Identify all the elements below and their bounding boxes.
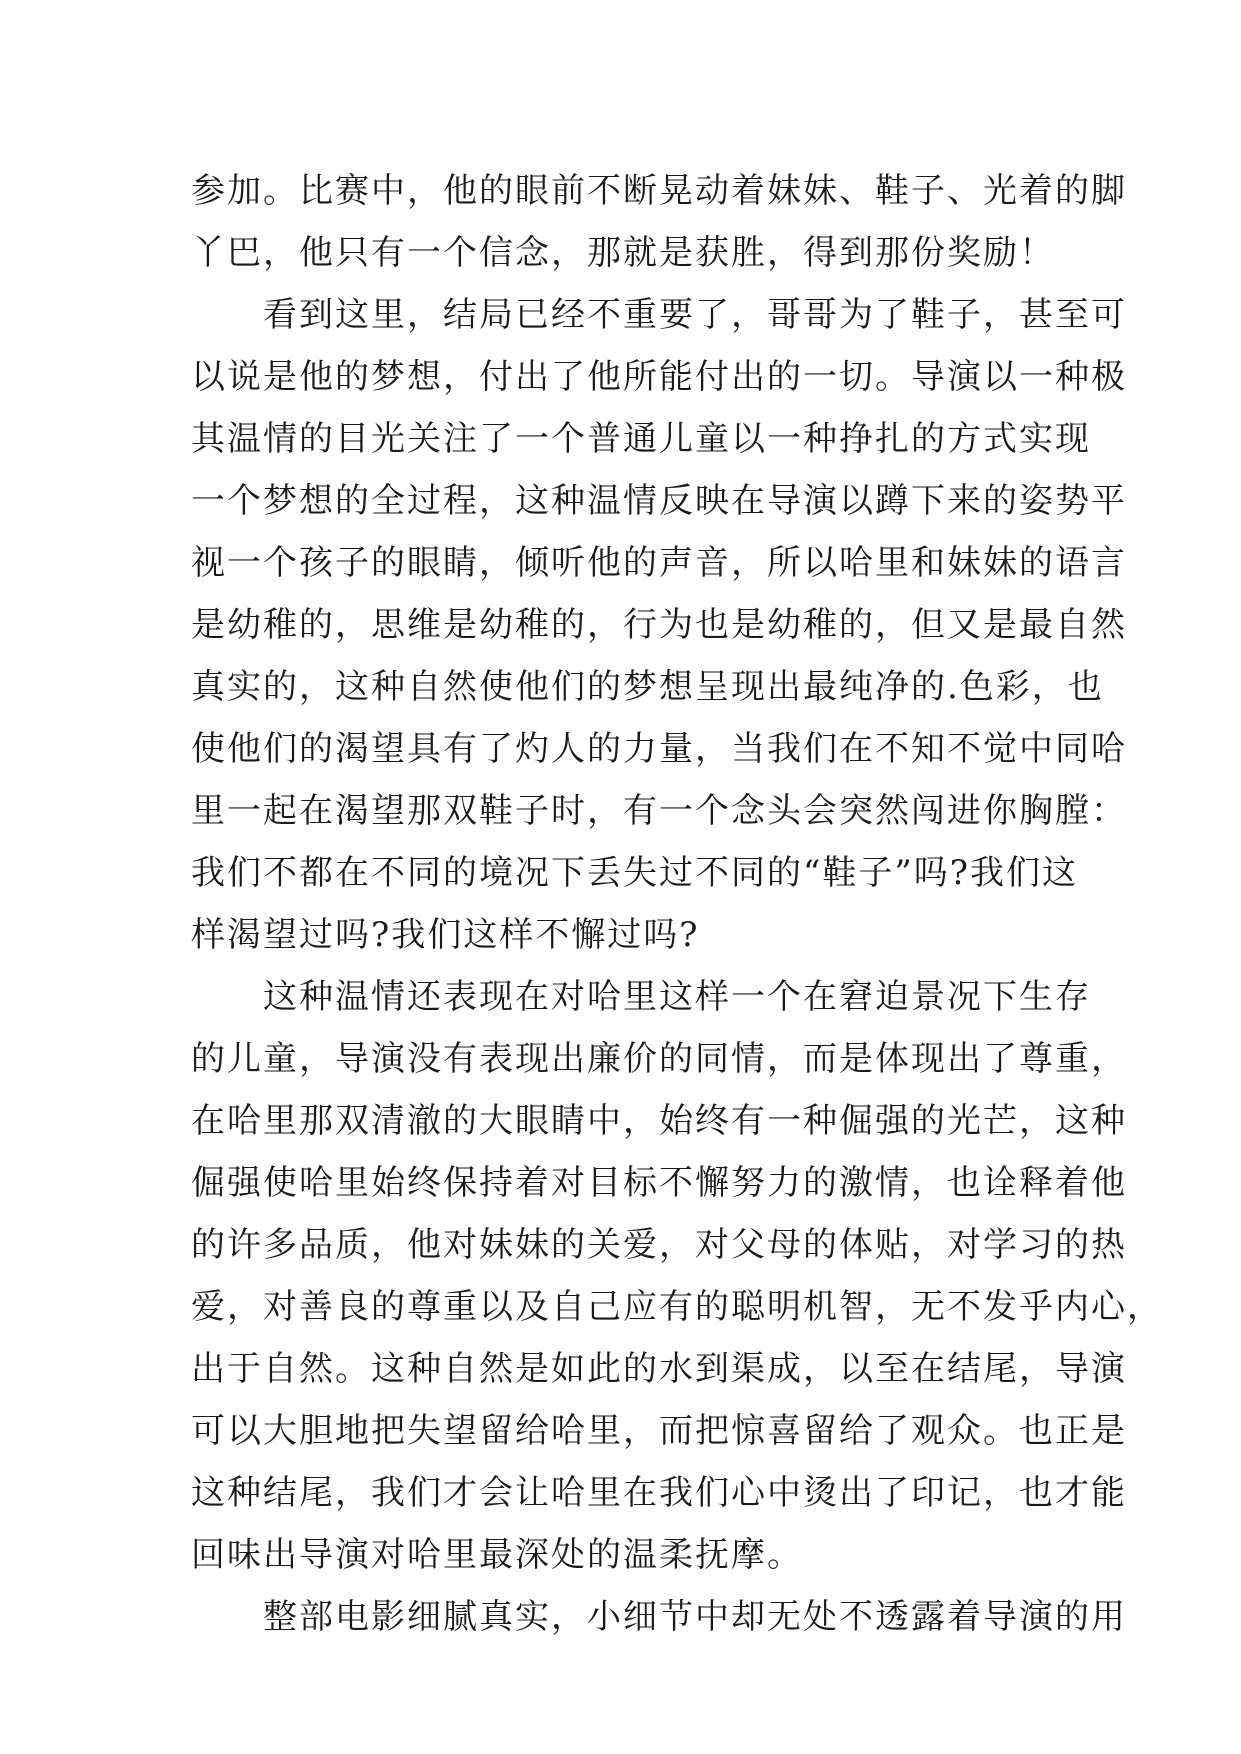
text-line: 视一个孩子的眼睛，倾听他的声音，所以哈里和妹妹的语言 bbox=[191, 543, 1127, 583]
text-line: 整部电影细腻真实，小细节中却无处不透露着导演的用 bbox=[191, 1597, 1127, 1637]
text-line: 使他们的渴望具有了灼人的力量，当我们在不知不觉中同哈 bbox=[191, 729, 1127, 769]
text-line: 这种结尾，我们才会让哈里在我们心中烫出了印记，也才能 bbox=[191, 1473, 1127, 1513]
article-body bbox=[191, 160, 1163, 1648]
text-line: 倔强使哈里始终保持着对目标不懈努力的激情，也诠释着他 bbox=[191, 1163, 1127, 1203]
text-line: 看到这里，结局已经不重要了，哥哥为了鞋子，甚至可 bbox=[191, 295, 1127, 335]
text-line: 其温情的目光关注了一个普通儿童以一种挣扎的方式实现 bbox=[191, 419, 1091, 459]
text-line: 样渴望过吗?我们这样不懈过吗? bbox=[191, 915, 700, 955]
text-line: 丫巴，他只有一个信念，那就是获胜，得到那份奖励！ bbox=[191, 233, 1055, 273]
text-line: 这种温情还表现在对哈里这样一个在窘迫景况下生存 bbox=[191, 977, 1091, 1017]
paragraph bbox=[191, 966, 1163, 1586]
text-line: 是幼稚的，思维是幼稚的，行为也是幼稚的，但又是最自然 bbox=[191, 605, 1127, 645]
text-line: 爱，对善良的尊重以及自己应有的聪明机智，无不发乎内心， bbox=[191, 1287, 1163, 1327]
text-line: 参加。比赛中，他的眼前不断晃动着妹妹、鞋子、光着的脚 bbox=[191, 171, 1127, 211]
text-line: 真实的，这种自然使他们的梦想呈现出最纯净的.色彩，也 bbox=[191, 667, 1104, 707]
text-line: 在哈里那双清澈的大眼睛中，始终有一种倔强的光芒，这种 bbox=[191, 1101, 1127, 1141]
text-line: 可以大胆地把失望留给哈里，而把惊喜留给了观众。也正是 bbox=[191, 1411, 1127, 1451]
text-line: 回味出导演对哈里最深处的温柔抚摩。 bbox=[191, 1535, 803, 1575]
text-line: 的儿童，导演没有表现出廉价的同情，而是体现出了尊重， bbox=[191, 1039, 1127, 1079]
paragraph bbox=[191, 1586, 1127, 1648]
text-line: 以说是他的梦想，付出了他所能付出的一切。导演以一种极 bbox=[191, 357, 1127, 397]
text-line: 我们不都在不同的境况下丢失过不同的“鞋子”吗?我们这 bbox=[191, 853, 1078, 893]
text-line: 出于自然。这种自然是如此的水到渠成，以至在结尾，导演 bbox=[191, 1349, 1127, 1389]
text-line: 的许多品质，他对妹妹的关爱，对父母的体贴，对学习的热 bbox=[191, 1225, 1127, 1265]
paragraph bbox=[191, 284, 1127, 966]
text-line: 里一起在渴望那双鞋子时，有一个念头会突然闯进你胸膛： bbox=[191, 791, 1127, 831]
paragraph bbox=[191, 160, 1127, 284]
text-line: 一个梦想的全过程，这种温情反映在导演以蹲下来的姿势平 bbox=[191, 481, 1127, 521]
